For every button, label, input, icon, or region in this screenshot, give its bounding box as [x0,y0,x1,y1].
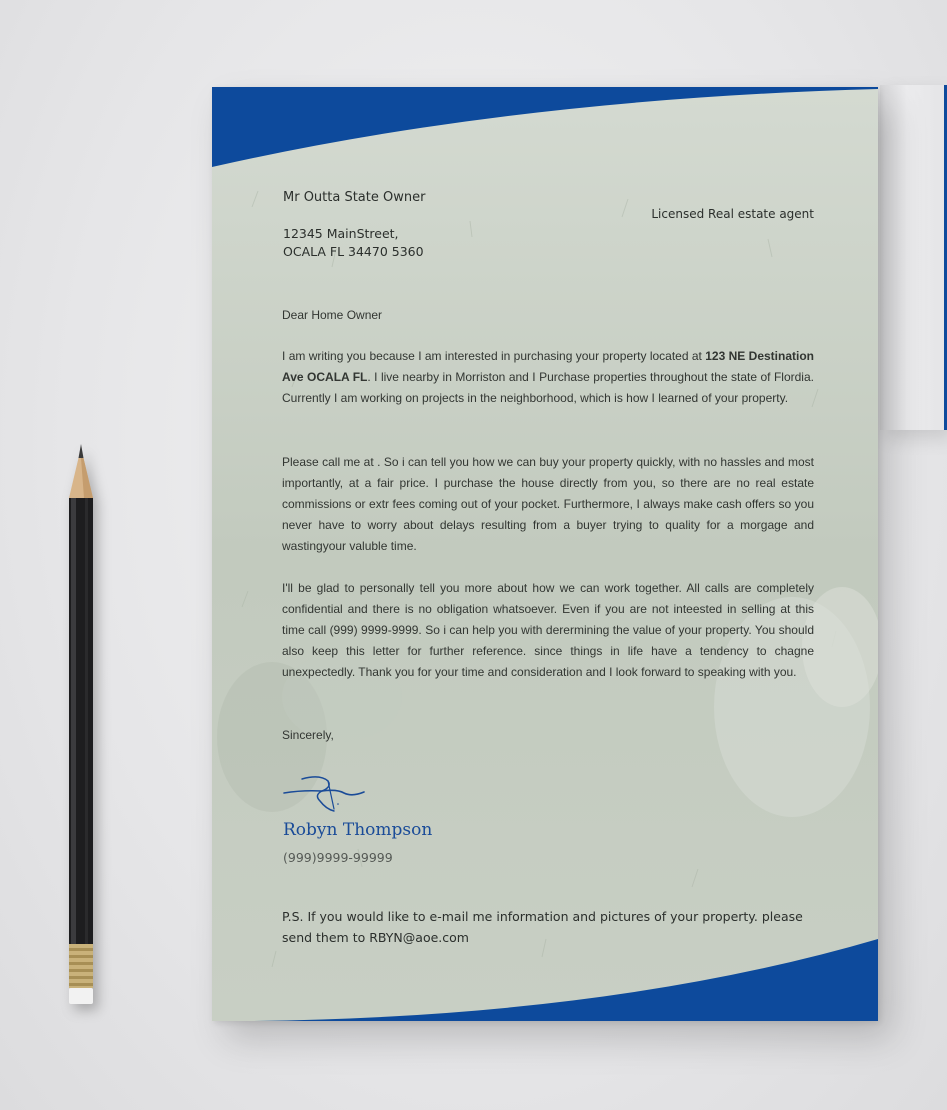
body-paragraph-1 [282,346,814,409]
back-sheet [880,85,947,430]
pencil-icon [68,440,94,1010]
body-paragraph-3: I'll be glad to personally tell you more about how we can work together. All calls are completely confidential and there is no obligation whatsoever. Even if you are not inteested in selling at this time call (999) 9999-9999. So i can help you with derermining the value of your property. You should also keep this letter for further reference. since things in life have a tendency to chagne unexpectedly. Thank you for your time and consideration and I look forward to speaking with you. [282,581,814,679]
address-line-1: 12345 MainStreet, [283,226,399,241]
agent-title: Licensed Real estate agent [651,207,814,221]
closing: Sincerely, [282,728,334,742]
body-paragraph-2: Please call me at . So i can tell you how we can buy your property quickly, with no hassles and most importantly, at a fair price. I purchase the house directly from you, so there are no real estate commissions or extr fees coming out of your pocket. Furthermore, I always make cash offers so you never have to worry about delays resulting from a buyer trying to quality for a morgage and wastingyour valuble time. [282,455,814,553]
salutation: Dear Home Owner [282,308,383,322]
address-line-2: OCALA FL 34470 5360 [283,244,424,259]
para1-text-end: . I live nearby in Morriston and I Purchase properties throughout the state of Flordia. Currently I am working on projects in the neighborhood, which is how I learned of your property. [282,370,814,405]
letter-sheet [212,87,878,1021]
handwritten-signature [282,771,372,813]
para1-text-start: I am writing you because I am interested in purchasing your property located at [282,349,706,363]
property-address: 123 NE Destination Ave OCALA FL [282,349,814,384]
signer-phone: (999)9999-99999 [283,850,393,865]
signer-name: Robyn Thompson [283,820,433,840]
sender-name: Mr Outta State Owner [283,190,426,205]
postscript: P.S. If you would like to e-mail me information and pictures of your property. please send them to RBYN@aoe.com [282,909,803,945]
